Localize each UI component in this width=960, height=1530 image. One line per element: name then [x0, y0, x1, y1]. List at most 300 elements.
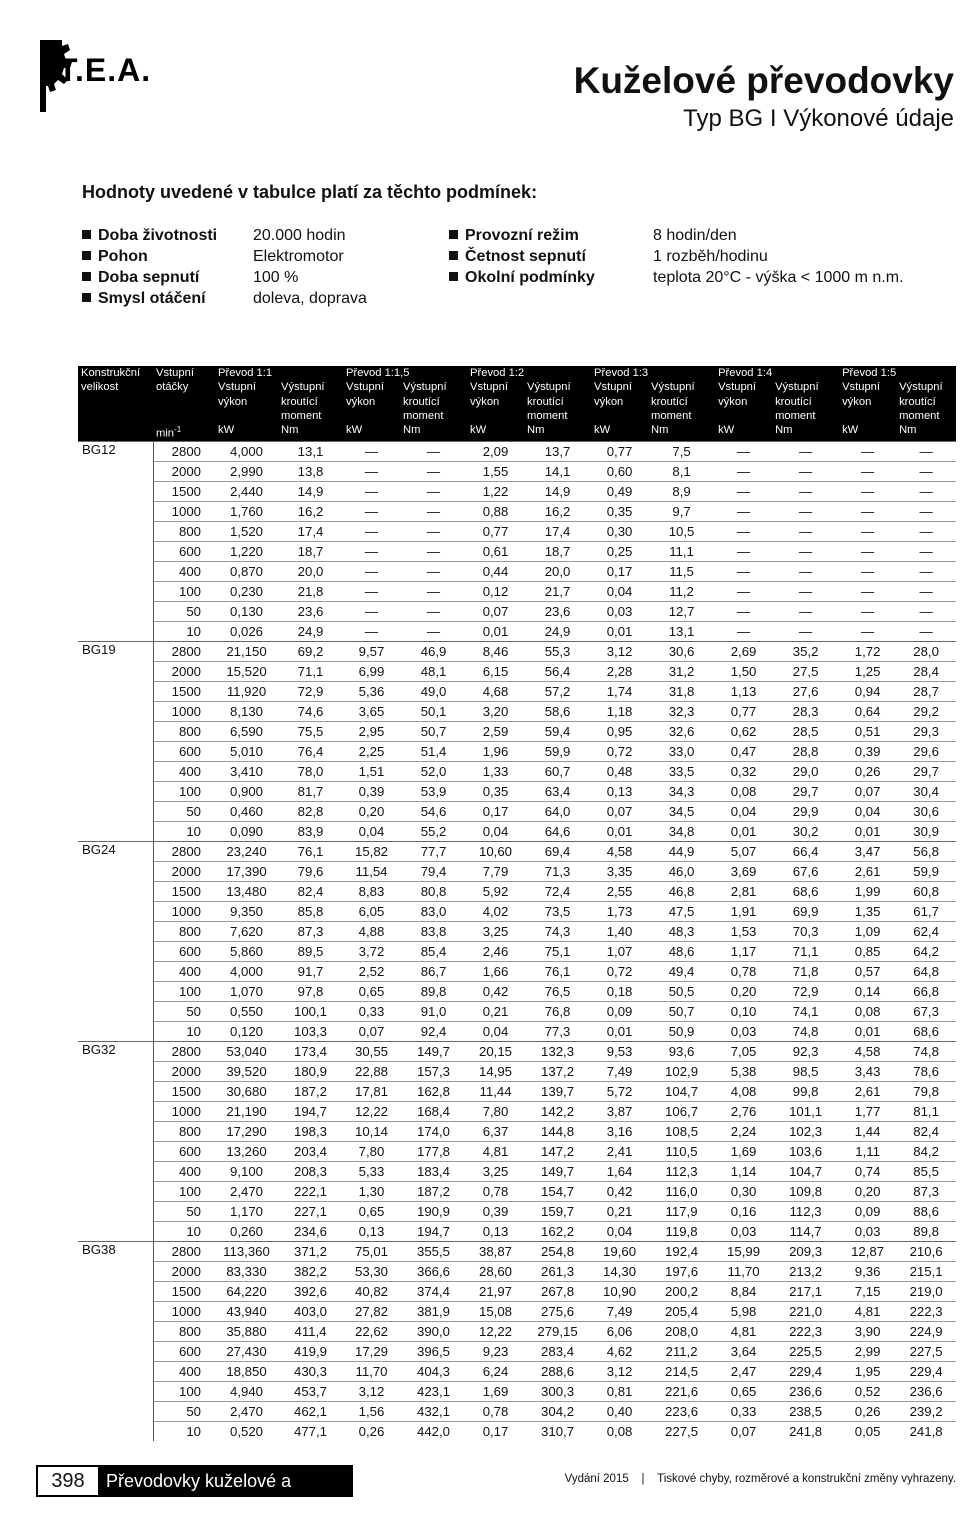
value-cell: — [896, 542, 956, 562]
value-cell: 80,8 [400, 882, 467, 902]
value-cell: 11,70 [343, 1362, 400, 1382]
value-cell: — [772, 462, 839, 482]
value-cell: 0,07 [467, 602, 524, 622]
rpm-cell: 600 [153, 1142, 215, 1162]
table-row [78, 1122, 956, 1142]
header-input-power-unit: kW [343, 423, 400, 442]
value-cell: — [772, 482, 839, 502]
header-output-torque-label: Výstupní [772, 380, 839, 394]
value-cell: 30,2 [772, 822, 839, 842]
size-cell: BG24 [78, 842, 153, 1042]
value-cell: 0,120 [215, 1022, 278, 1042]
value-cell: 50,1 [400, 702, 467, 722]
value-cell: — [896, 462, 956, 482]
value-cell: 0,08 [715, 782, 772, 802]
header-rpm-label: otáčky [153, 380, 215, 394]
value-cell: 2,09 [467, 442, 524, 462]
value-cell: 236,6 [772, 1382, 839, 1402]
value-cell: 69,4 [524, 842, 591, 862]
value-cell: 0,12 [467, 582, 524, 602]
value-cell: 87,3 [278, 922, 343, 942]
value-cell: — [896, 522, 956, 542]
value-cell: 16,2 [524, 502, 591, 522]
value-cell: 17,290 [215, 1122, 278, 1142]
header-blank [715, 409, 772, 423]
brand-name: T.E.A. [58, 52, 152, 88]
value-cell: 3,64 [715, 1342, 772, 1362]
header-rpm-unit [153, 423, 215, 442]
value-cell: 0,01 [715, 822, 772, 842]
value-cell: 0,04 [839, 802, 896, 822]
value-cell: 0,88 [467, 502, 524, 522]
rpm-unit-exponent: -1 [174, 425, 182, 435]
value-cell: 6,06 [591, 1322, 648, 1342]
header-input-power-unit: kW [215, 423, 278, 442]
value-cell: 0,07 [715, 1422, 772, 1442]
value-cell: 82,8 [278, 802, 343, 822]
value-cell: — [772, 442, 839, 462]
value-cell: 59,9 [896, 862, 956, 882]
rpm-cell: 1000 [153, 902, 215, 922]
header-input-power-unit: kW [467, 423, 524, 442]
value-cell: 92,3 [772, 1042, 839, 1062]
value-cell: 89,5 [278, 942, 343, 962]
value-cell: — [839, 542, 896, 562]
condition-value: 8 hodin/den [653, 227, 737, 244]
value-cell: 66,4 [772, 842, 839, 862]
header-output-torque-label: kroutící [278, 395, 343, 409]
value-cell: 72,9 [278, 682, 343, 702]
value-cell: 85,8 [278, 902, 343, 922]
value-cell: 0,08 [591, 1422, 648, 1442]
value-cell: 222,3 [896, 1302, 956, 1322]
value-cell: 69,2 [278, 642, 343, 662]
header-output-torque-unit: Nm [772, 423, 839, 442]
value-cell: 0,48 [591, 762, 648, 782]
bullet-square-icon [82, 251, 91, 260]
value-cell: 7,15 [839, 1282, 896, 1302]
value-cell: 27,430 [215, 1342, 278, 1362]
value-cell: 180,9 [278, 1062, 343, 1082]
value-cell: 17,4 [278, 522, 343, 542]
value-cell: 9,57 [343, 642, 400, 662]
value-cell: 0,26 [839, 762, 896, 782]
value-cell: 0,520 [215, 1422, 278, 1442]
value-cell: 76,1 [524, 962, 591, 982]
value-cell: 310,7 [524, 1422, 591, 1442]
table-row [78, 582, 956, 602]
header-output-torque-label: kroutící [648, 395, 715, 409]
value-cell: 9,350 [215, 902, 278, 922]
bullet-square-icon [449, 272, 458, 281]
table-row [78, 1422, 956, 1442]
value-cell: 64,6 [524, 822, 591, 842]
value-cell: 85,4 [400, 942, 467, 962]
table-row [78, 962, 956, 982]
value-cell: 239,2 [896, 1402, 956, 1422]
value-cell: 58,6 [524, 702, 591, 722]
value-cell: 0,49 [591, 482, 648, 502]
value-cell: 0,21 [467, 1002, 524, 1022]
header-ratio-label: Převod 1:1 [215, 366, 343, 380]
value-cell: 17,29 [343, 1342, 400, 1362]
value-cell: 18,850 [215, 1362, 278, 1382]
header-blank [78, 395, 153, 409]
table-row [78, 822, 956, 842]
value-cell: 89,8 [400, 982, 467, 1002]
value-cell: 23,240 [215, 842, 278, 862]
condition-value: 20.000 hodin [253, 227, 346, 244]
value-cell: 4,68 [467, 682, 524, 702]
value-cell: 14,9 [524, 482, 591, 502]
value-cell: 53,040 [215, 1042, 278, 1062]
value-cell: 30,55 [343, 1042, 400, 1062]
value-cell: 16,2 [278, 502, 343, 522]
value-cell: 8,84 [715, 1282, 772, 1302]
value-cell: 221,0 [772, 1302, 839, 1322]
table-row [78, 1302, 956, 1322]
value-cell: 3,43 [839, 1062, 896, 1082]
value-cell: 419,9 [278, 1342, 343, 1362]
value-cell: 0,42 [467, 982, 524, 1002]
value-cell: 50,7 [648, 1002, 715, 1022]
value-cell: 1,69 [715, 1142, 772, 1162]
value-cell: 0,78 [467, 1182, 524, 1202]
value-cell: — [343, 482, 400, 502]
value-cell: 0,460 [215, 802, 278, 822]
value-cell: 69,9 [772, 902, 839, 922]
value-cell: 5,010 [215, 742, 278, 762]
value-cell: — [896, 602, 956, 622]
value-cell: 6,590 [215, 722, 278, 742]
value-cell: 29,6 [896, 742, 956, 762]
header-ratio-label: Převod 1:3 [591, 366, 715, 380]
value-cell: 0,51 [839, 722, 896, 742]
value-cell: 76,5 [524, 982, 591, 1002]
rpm-cell: 100 [153, 1182, 215, 1202]
table-row [78, 442, 956, 462]
value-cell: 30,680 [215, 1082, 278, 1102]
value-cell: 1,25 [839, 662, 896, 682]
value-cell: 2,52 [343, 962, 400, 982]
value-cell: 0,20 [343, 802, 400, 822]
value-cell: — [715, 622, 772, 642]
header-ratio-label: Převod 1:5 [839, 366, 956, 380]
value-cell: — [715, 462, 772, 482]
value-cell: 1,070 [215, 982, 278, 1002]
value-cell: 10,5 [648, 522, 715, 542]
value-cell: 200,2 [648, 1282, 715, 1302]
rpm-cell: 400 [153, 562, 215, 582]
table-row [78, 1062, 956, 1082]
value-cell: 76,4 [278, 742, 343, 762]
table-row [78, 1022, 956, 1042]
value-cell: 64,8 [896, 962, 956, 982]
header-ratio-label: Převod 1:1,5 [343, 366, 467, 380]
value-cell: 59,4 [524, 722, 591, 742]
value-cell: 57,2 [524, 682, 591, 702]
value-cell: 0,64 [839, 702, 896, 722]
bullet-square-icon [449, 251, 458, 260]
value-cell: 0,230 [215, 582, 278, 602]
condition-label: Okolní podmínky [465, 269, 595, 286]
table-row [78, 1102, 956, 1122]
value-cell: 7,79 [467, 862, 524, 882]
value-cell: 442,0 [400, 1422, 467, 1442]
value-cell: 4,08 [715, 1082, 772, 1102]
value-cell: 2,69 [715, 642, 772, 662]
value-cell: 3,12 [343, 1382, 400, 1402]
value-cell: 32,6 [648, 722, 715, 742]
value-cell: 28,3 [772, 702, 839, 722]
header-input-power-label: výkon [215, 395, 278, 409]
value-cell: 139,7 [524, 1082, 591, 1102]
value-cell: 28,8 [772, 742, 839, 762]
value-cell: 78,0 [278, 762, 343, 782]
value-cell: 0,78 [467, 1402, 524, 1422]
value-cell: 110,5 [648, 1142, 715, 1162]
value-cell: 0,07 [343, 1022, 400, 1042]
value-cell: 0,35 [467, 782, 524, 802]
value-cell: 0,01 [591, 822, 648, 842]
header-output-torque-label: Výstupní [896, 380, 956, 394]
value-cell: 4,02 [467, 902, 524, 922]
value-cell: 50,9 [648, 1022, 715, 1042]
header-input-power-label: Vstupní [215, 380, 278, 394]
table-row [78, 1322, 956, 1342]
rpm-cell: 1500 [153, 1282, 215, 1302]
value-cell: 29,9 [772, 802, 839, 822]
value-cell: 77,7 [400, 842, 467, 862]
value-cell: 64,2 [896, 942, 956, 962]
value-cell: 71,1 [772, 942, 839, 962]
rpm-cell: 50 [153, 1002, 215, 1022]
condition-item [82, 267, 367, 288]
bullet-square-icon [82, 293, 91, 302]
value-cell: 2,470 [215, 1402, 278, 1422]
conditions-left [82, 225, 367, 309]
value-cell: 28,60 [467, 1262, 524, 1282]
header-blank [153, 395, 215, 409]
value-cell: 21,190 [215, 1102, 278, 1122]
header-ratio-label: Převod 1:4 [715, 366, 839, 380]
header-output-torque-label: kroutící [400, 395, 467, 409]
value-cell: 462,1 [278, 1402, 343, 1422]
header-row [78, 395, 956, 409]
value-cell: 223,6 [648, 1402, 715, 1422]
value-cell: 1,50 [715, 662, 772, 682]
size-cell: BG12 [78, 442, 153, 642]
value-cell: 75,01 [343, 1242, 400, 1262]
value-cell: 0,32 [715, 762, 772, 782]
value-cell: 0,01 [467, 622, 524, 642]
rpm-cell: 400 [153, 762, 215, 782]
value-cell: 162,8 [400, 1082, 467, 1102]
value-cell: 9,53 [591, 1042, 648, 1062]
value-cell: 76,1 [278, 842, 343, 862]
value-cell: 27,5 [772, 662, 839, 682]
value-cell: 53,30 [343, 1262, 400, 1282]
value-cell: 83,8 [400, 922, 467, 942]
value-cell: 0,17 [591, 562, 648, 582]
value-cell: 1,95 [839, 1362, 896, 1382]
value-cell: — [896, 502, 956, 522]
value-cell: 12,22 [343, 1102, 400, 1122]
value-cell: 5,72 [591, 1082, 648, 1102]
value-cell: 10,90 [591, 1282, 648, 1302]
header-output-torque-label: Výstupní [648, 380, 715, 394]
performance-table [78, 366, 956, 1441]
value-cell: 198,3 [278, 1122, 343, 1142]
value-cell: 177,8 [400, 1142, 467, 1162]
value-cell: 392,6 [278, 1282, 343, 1302]
rpm-cell: 800 [153, 522, 215, 542]
value-cell: — [715, 502, 772, 522]
value-cell: 0,39 [343, 782, 400, 802]
value-cell: 0,900 [215, 782, 278, 802]
value-cell: 0,20 [839, 1182, 896, 1202]
value-cell: 106,7 [648, 1102, 715, 1122]
header-output-torque-label: Výstupní [278, 380, 343, 394]
value-cell: 49,4 [648, 962, 715, 982]
value-cell: 2,28 [591, 662, 648, 682]
value-cell: 227,5 [896, 1342, 956, 1362]
value-cell: 10,60 [467, 842, 524, 862]
header-blank [78, 423, 153, 442]
header-output-torque-label: Výstupní [524, 380, 591, 394]
value-cell: 157,3 [400, 1062, 467, 1082]
header-rpm-label: Vstupní [153, 366, 215, 380]
value-cell: 82,4 [278, 882, 343, 902]
value-cell: 1,520 [215, 522, 278, 542]
value-cell: 11,1 [648, 542, 715, 562]
value-cell: 0,77 [467, 522, 524, 542]
value-cell: 0,33 [343, 1002, 400, 1022]
rpm-cell: 2800 [153, 1042, 215, 1062]
value-cell: 50,7 [400, 722, 467, 742]
value-cell: 34,3 [648, 782, 715, 802]
rpm-cell: 2800 [153, 1242, 215, 1262]
value-cell: 0,04 [715, 802, 772, 822]
rpm-cell: 2800 [153, 642, 215, 662]
value-cell: 103,3 [278, 1022, 343, 1042]
rpm-cell: 2000 [153, 862, 215, 882]
value-cell: 1,96 [467, 742, 524, 762]
value-cell: 224,9 [896, 1322, 956, 1342]
value-cell: 1,55 [467, 462, 524, 482]
value-cell: 71,3 [524, 862, 591, 882]
rpm-cell: 2800 [153, 442, 215, 462]
value-cell: — [772, 602, 839, 622]
value-cell: 81,1 [896, 1102, 956, 1122]
value-cell: 3,25 [467, 922, 524, 942]
value-cell: 1,56 [343, 1402, 400, 1422]
value-cell: 7,49 [591, 1302, 648, 1322]
value-cell: 35,880 [215, 1322, 278, 1342]
value-cell: 20,15 [467, 1042, 524, 1062]
value-cell: 1,170 [215, 1202, 278, 1222]
value-cell: 48,6 [648, 942, 715, 962]
value-cell: 21,97 [467, 1282, 524, 1302]
value-cell: 114,7 [772, 1222, 839, 1242]
value-cell: 3,410 [215, 762, 278, 782]
value-cell: 18,7 [524, 542, 591, 562]
header-input-power-unit: kW [715, 423, 772, 442]
value-cell: 149,7 [400, 1042, 467, 1062]
value-cell: 7,49 [591, 1062, 648, 1082]
value-cell: 355,5 [400, 1242, 467, 1262]
value-cell: 74,6 [278, 702, 343, 722]
header-blank [591, 409, 648, 423]
value-cell: — [343, 502, 400, 522]
value-cell: — [896, 442, 956, 462]
condition-item [449, 267, 904, 288]
value-cell: 35,2 [772, 642, 839, 662]
value-cell: 0,72 [591, 962, 648, 982]
table-row [78, 1342, 956, 1362]
header-input-power-label: výkon [467, 395, 524, 409]
value-cell: 71,1 [278, 662, 343, 682]
value-cell: 0,20 [715, 982, 772, 1002]
value-cell: 82,4 [896, 1122, 956, 1142]
value-cell: 60,7 [524, 762, 591, 782]
value-cell: 4,000 [215, 962, 278, 982]
rpm-cell: 1000 [153, 702, 215, 722]
table-row [78, 1042, 956, 1062]
value-cell: — [400, 542, 467, 562]
value-cell: 208,0 [648, 1322, 715, 1342]
value-cell: 168,4 [400, 1102, 467, 1122]
rpm-cell: 1500 [153, 882, 215, 902]
value-cell: 21,8 [278, 582, 343, 602]
rpm-cell: 600 [153, 542, 215, 562]
bullet-square-icon [82, 272, 91, 281]
rpm-cell: 10 [153, 1422, 215, 1442]
header-units-row [78, 423, 956, 442]
value-cell: — [715, 442, 772, 462]
condition-value: 100 % [253, 269, 299, 286]
value-cell: 197,6 [648, 1262, 715, 1282]
value-cell: 0,03 [715, 1222, 772, 1242]
value-cell: 0,25 [591, 542, 648, 562]
value-cell: — [772, 542, 839, 562]
rpm-cell: 2800 [153, 842, 215, 862]
value-cell: 2,990 [215, 462, 278, 482]
value-cell: 279,15 [524, 1322, 591, 1342]
value-cell: 142,2 [524, 1102, 591, 1122]
value-cell: 34,5 [648, 802, 715, 822]
value-cell: 0,35 [591, 502, 648, 522]
value-cell: 11,2 [648, 582, 715, 602]
value-cell: — [839, 462, 896, 482]
value-cell: 9,100 [215, 1162, 278, 1182]
value-cell: 78,6 [896, 1062, 956, 1082]
value-cell: 2,99 [839, 1342, 896, 1362]
page-number: 398 [36, 1465, 100, 1497]
value-cell: — [400, 522, 467, 542]
value-cell: 62,4 [896, 922, 956, 942]
value-cell: 23,6 [524, 602, 591, 622]
value-cell: 411,4 [278, 1322, 343, 1342]
value-cell: 113,360 [215, 1242, 278, 1262]
value-cell: 229,4 [896, 1362, 956, 1382]
rpm-cell: 400 [153, 962, 215, 982]
value-cell: 300,3 [524, 1382, 591, 1402]
table-row [78, 522, 956, 542]
value-cell: 7,05 [715, 1042, 772, 1062]
value-cell: 15,82 [343, 842, 400, 862]
value-cell: 236,6 [896, 1382, 956, 1402]
